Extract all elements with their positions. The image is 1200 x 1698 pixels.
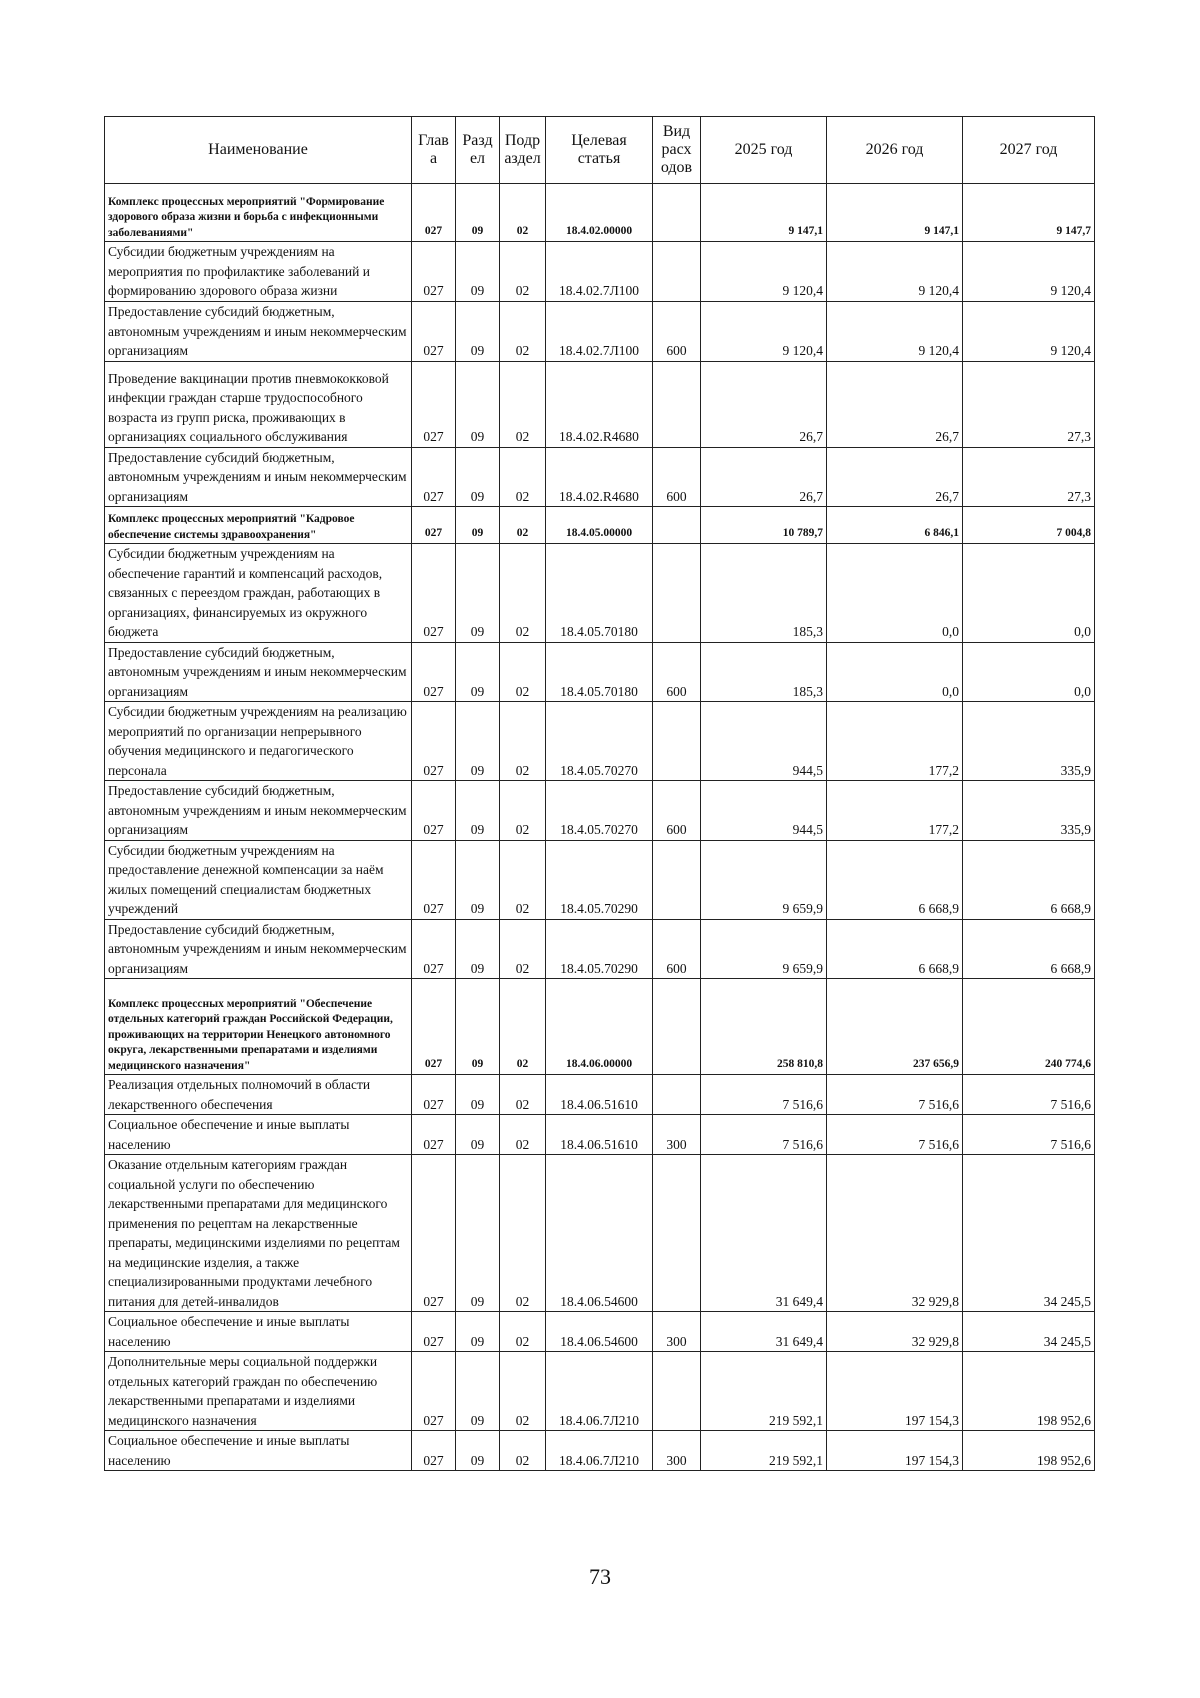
cell-y2027: 6 668,9 xyxy=(963,840,1095,919)
cell-vid: 300 xyxy=(653,1312,701,1352)
cell-y2026: 0,0 xyxy=(827,642,963,702)
cell-vid: 300 xyxy=(653,1431,701,1471)
cell-glava: 027 xyxy=(412,919,456,979)
cell-razdel: 09 xyxy=(456,447,500,507)
cell-y2025: 219 592,1 xyxy=(701,1352,827,1431)
cell-y2025: 26,7 xyxy=(701,447,827,507)
cell-razdel: 09 xyxy=(456,361,500,447)
cell-vid xyxy=(653,702,701,781)
cell-y2026: 197 154,3 xyxy=(827,1431,963,1471)
cell-podrazdel: 02 xyxy=(500,702,546,781)
cell-y2025: 7 516,6 xyxy=(701,1075,827,1115)
cell-podrazdel: 02 xyxy=(500,979,546,1075)
table-header xyxy=(105,117,1095,184)
cell-podrazdel: 02 xyxy=(500,1075,546,1115)
cell-y2025: 185,3 xyxy=(701,544,827,643)
cell-name: Дополнительные меры социальной поддержки отдельных категорий граждан по обеспечению лекарственными препаратами и изделиями медицинского назначения xyxy=(105,1352,412,1431)
cell-glava: 027 xyxy=(412,1312,456,1352)
cell-razdel: 09 xyxy=(456,1155,500,1312)
cell-glava: 027 xyxy=(412,702,456,781)
cell-y2025: 10 789,7 xyxy=(701,507,827,544)
cell-celevaya: 18.4.05.70290 xyxy=(546,840,653,919)
cell-name: Социальное обеспечение и иные выплаты населению xyxy=(105,1115,412,1155)
cell-y2027: 9 120,4 xyxy=(963,242,1095,302)
cell-glava: 027 xyxy=(412,544,456,643)
cell-name: Социальное обеспечение и иные выплаты населению xyxy=(105,1431,412,1471)
cell-vid xyxy=(653,1352,701,1431)
cell-vid xyxy=(653,361,701,447)
cell-y2025: 9 147,1 xyxy=(701,184,827,242)
table-row xyxy=(105,301,1095,361)
cell-celevaya: 18.4.06.51610 xyxy=(546,1115,653,1155)
table-row xyxy=(105,979,1095,1075)
cell-glava: 027 xyxy=(412,642,456,702)
cell-celevaya: 18.4.02.R4680 xyxy=(546,361,653,447)
cell-y2026: 9 120,4 xyxy=(827,301,963,361)
cell-glava: 027 xyxy=(412,242,456,302)
cell-y2027: 240 774,6 xyxy=(963,979,1095,1075)
cell-podrazdel: 02 xyxy=(500,1312,546,1352)
cell-y2026: 237 656,9 xyxy=(827,979,963,1075)
cell-vid: 600 xyxy=(653,919,701,979)
cell-y2025: 26,7 xyxy=(701,361,827,447)
cell-name: Предоставление субсидий бюджетным, автономным учреждениям и иным некоммерческим организациям xyxy=(105,447,412,507)
cell-y2027: 335,9 xyxy=(963,781,1095,841)
cell-razdel: 09 xyxy=(456,507,500,544)
cell-vid xyxy=(653,242,701,302)
header-glava: Глав а xyxy=(412,117,456,184)
table-row xyxy=(105,242,1095,302)
table-row xyxy=(105,544,1095,643)
cell-y2027: 7 004,8 xyxy=(963,507,1095,544)
table-row xyxy=(105,840,1095,919)
table-row xyxy=(105,1431,1095,1471)
table-row xyxy=(105,447,1095,507)
budget-sheet xyxy=(104,116,1094,1471)
cell-y2027: 27,3 xyxy=(963,447,1095,507)
cell-y2026: 9 147,1 xyxy=(827,184,963,242)
cell-glava: 027 xyxy=(412,1431,456,1471)
cell-name: Предоставление субсидий бюджетным, автономным учреждениям и иным некоммерческим организациям xyxy=(105,301,412,361)
cell-name: Социальное обеспечение и иные выплаты населению xyxy=(105,1312,412,1352)
cell-vid: 600 xyxy=(653,781,701,841)
cell-vid xyxy=(653,507,701,544)
cell-razdel: 09 xyxy=(456,544,500,643)
cell-name: Комплекс процессных мероприятий "Формирование здорового образа жизни и борьба с инфекционными заболеваниями" xyxy=(105,184,412,242)
header-vid: Вид расх одов xyxy=(653,117,701,184)
cell-celevaya: 18.4.05.00000 xyxy=(546,507,653,544)
cell-glava: 027 xyxy=(412,301,456,361)
cell-celevaya: 18.4.06.54600 xyxy=(546,1155,653,1312)
cell-name: Субсидии бюджетным учреждениям на реализацию мероприятий по организации непрерывного обучения медицинского и педагогического персонала xyxy=(105,702,412,781)
cell-podrazdel: 02 xyxy=(500,447,546,507)
cell-razdel: 09 xyxy=(456,840,500,919)
cell-glava: 027 xyxy=(412,447,456,507)
cell-vid: 600 xyxy=(653,447,701,507)
cell-podrazdel: 02 xyxy=(500,919,546,979)
cell-name: Оказание отдельным категориям граждан социальной услуги по обеспечению лекарственными препаратами для медицинского применения по рецептам на лекарственные препараты, медицинскими изделиями по рецептам на медицинские изделия, а также специализированными продуктами лечебного питания для детей-инвалидов xyxy=(105,1155,412,1312)
table-row xyxy=(105,702,1095,781)
table-row xyxy=(105,1075,1095,1115)
table-row xyxy=(105,1352,1095,1431)
table-row xyxy=(105,184,1095,242)
cell-y2025: 9 120,4 xyxy=(701,301,827,361)
cell-podrazdel: 02 xyxy=(500,361,546,447)
cell-glava: 027 xyxy=(412,184,456,242)
cell-razdel: 09 xyxy=(456,1075,500,1115)
cell-glava: 027 xyxy=(412,1115,456,1155)
cell-y2025: 944,5 xyxy=(701,781,827,841)
cell-razdel: 09 xyxy=(456,301,500,361)
header-razdel: Разд ел xyxy=(456,117,500,184)
budget-table xyxy=(104,116,1095,1471)
cell-razdel: 09 xyxy=(456,979,500,1075)
table-row xyxy=(105,642,1095,702)
cell-podrazdel: 02 xyxy=(500,301,546,361)
cell-y2025: 258 810,8 xyxy=(701,979,827,1075)
cell-y2026: 7 516,6 xyxy=(827,1075,963,1115)
cell-podrazdel: 02 xyxy=(500,1115,546,1155)
cell-y2025: 185,3 xyxy=(701,642,827,702)
cell-glava: 027 xyxy=(412,840,456,919)
header-name: Наименование xyxy=(105,117,412,184)
cell-name: Субсидии бюджетным учреждениям на мероприятия по профилактике заболеваний и формированию здорового образа жизни xyxy=(105,242,412,302)
table-row xyxy=(105,1115,1095,1155)
cell-celevaya: 18.4.05.70270 xyxy=(546,702,653,781)
cell-y2027: 34 245,5 xyxy=(963,1155,1095,1312)
cell-razdel: 09 xyxy=(456,184,500,242)
cell-razdel: 09 xyxy=(456,242,500,302)
cell-razdel: 09 xyxy=(456,642,500,702)
cell-glava: 027 xyxy=(412,781,456,841)
cell-celevaya: 18.4.05.70180 xyxy=(546,642,653,702)
cell-y2027: 198 952,6 xyxy=(963,1431,1095,1471)
cell-name: Предоставление субсидий бюджетным, автономным учреждениям и иным некоммерческим организациям xyxy=(105,781,412,841)
cell-y2026: 177,2 xyxy=(827,702,963,781)
cell-y2026: 7 516,6 xyxy=(827,1115,963,1155)
cell-vid xyxy=(653,1155,701,1312)
cell-y2026: 32 929,8 xyxy=(827,1312,963,1352)
cell-podrazdel: 02 xyxy=(500,1431,546,1471)
page-number: 73 xyxy=(589,1564,611,1589)
cell-podrazdel: 02 xyxy=(500,781,546,841)
cell-celevaya: 18.4.02.7Л100 xyxy=(546,242,653,302)
cell-name: Комплекс процессных мероприятий "Обеспечение отдельных категорий граждан Российской Федерации, проживающих на территории Ненецкого автономного округа, лекарственными препаратами и изделиями медицинского назначения" xyxy=(105,979,412,1075)
cell-y2026: 177,2 xyxy=(827,781,963,841)
cell-y2026: 26,7 xyxy=(827,361,963,447)
cell-y2027: 7 516,6 xyxy=(963,1075,1095,1115)
cell-podrazdel: 02 xyxy=(500,1155,546,1312)
cell-razdel: 09 xyxy=(456,1115,500,1155)
cell-y2026: 26,7 xyxy=(827,447,963,507)
table-row xyxy=(105,507,1095,544)
cell-y2025: 9 659,9 xyxy=(701,919,827,979)
cell-y2026: 32 929,8 xyxy=(827,1155,963,1312)
cell-name: Предоставление субсидий бюджетным, автономным учреждениям и иным некоммерческим организациям xyxy=(105,642,412,702)
cell-celevaya: 18.4.06.54600 xyxy=(546,1312,653,1352)
cell-y2026: 6 668,9 xyxy=(827,840,963,919)
cell-glava: 027 xyxy=(412,361,456,447)
cell-razdel: 09 xyxy=(456,1431,500,1471)
cell-name: Субсидии бюджетным учреждениям на предоставление денежной компенсации за наём жилых помещений специалистам бюджетных учреждений xyxy=(105,840,412,919)
table-row xyxy=(105,919,1095,979)
cell-celevaya: 18.4.06.7Л210 xyxy=(546,1431,653,1471)
cell-vid xyxy=(653,544,701,643)
cell-celevaya: 18.4.02.R4680 xyxy=(546,447,653,507)
cell-glava: 027 xyxy=(412,1155,456,1312)
table-row xyxy=(105,361,1095,447)
cell-vid xyxy=(653,840,701,919)
cell-y2027: 9 147,7 xyxy=(963,184,1095,242)
cell-podrazdel: 02 xyxy=(500,242,546,302)
cell-podrazdel: 02 xyxy=(500,507,546,544)
cell-y2025: 31 649,4 xyxy=(701,1155,827,1312)
cell-y2026: 6 846,1 xyxy=(827,507,963,544)
cell-glava: 027 xyxy=(412,507,456,544)
cell-name: Предоставление субсидий бюджетным, автономным учреждениям и иным некоммерческим организациям xyxy=(105,919,412,979)
cell-celevaya: 18.4.05.70270 xyxy=(546,781,653,841)
cell-razdel: 09 xyxy=(456,1312,500,1352)
cell-y2027: 335,9 xyxy=(963,702,1095,781)
cell-celevaya: 18.4.05.70290 xyxy=(546,919,653,979)
cell-glava: 027 xyxy=(412,1352,456,1431)
table-row xyxy=(105,1155,1095,1312)
cell-y2026: 6 668,9 xyxy=(827,919,963,979)
cell-y2025: 9 659,9 xyxy=(701,840,827,919)
cell-y2026: 197 154,3 xyxy=(827,1352,963,1431)
table-row xyxy=(105,781,1095,841)
cell-y2027: 198 952,6 xyxy=(963,1352,1095,1431)
cell-razdel: 09 xyxy=(456,781,500,841)
cell-vid: 300 xyxy=(653,1115,701,1155)
cell-vid: 600 xyxy=(653,301,701,361)
header-celevaya: Целевая статья xyxy=(546,117,653,184)
cell-podrazdel: 02 xyxy=(500,840,546,919)
cell-celevaya: 18.4.06.00000 xyxy=(546,979,653,1075)
cell-y2025: 9 120,4 xyxy=(701,242,827,302)
cell-name: Реализация отдельных полномочий в области лекарственного обеспечения xyxy=(105,1075,412,1115)
cell-y2027: 6 668,9 xyxy=(963,919,1095,979)
cell-y2027: 0,0 xyxy=(963,642,1095,702)
cell-y2027: 0,0 xyxy=(963,544,1095,643)
cell-y2027: 9 120,4 xyxy=(963,301,1095,361)
table-body xyxy=(105,184,1095,1471)
cell-y2027: 34 245,5 xyxy=(963,1312,1095,1352)
cell-name: Комплекс процессных мероприятий "Кадровое обеспечение системы здравоохранения" xyxy=(105,507,412,544)
cell-celevaya: 18.4.06.7Л210 xyxy=(546,1352,653,1431)
cell-glava: 027 xyxy=(412,979,456,1075)
cell-name: Проведение вакцинации против пневмококковой инфекции граждан старше трудоспособного возраста из групп риска, проживающих в организациях социального обслуживания xyxy=(105,361,412,447)
cell-podrazdel: 02 xyxy=(500,544,546,643)
cell-celevaya: 18.4.06.51610 xyxy=(546,1075,653,1115)
cell-podrazdel: 02 xyxy=(500,1352,546,1431)
cell-y2025: 7 516,6 xyxy=(701,1115,827,1155)
header-2027: 2027 год xyxy=(963,117,1095,184)
cell-vid xyxy=(653,184,701,242)
cell-podrazdel: 02 xyxy=(500,184,546,242)
cell-vid xyxy=(653,979,701,1075)
cell-y2025: 31 649,4 xyxy=(701,1312,827,1352)
cell-y2025: 219 592,1 xyxy=(701,1431,827,1471)
header-2025: 2025 год xyxy=(701,117,827,184)
cell-celevaya: 18.4.05.70180 xyxy=(546,544,653,643)
cell-celevaya: 18.4.02.7Л100 xyxy=(546,301,653,361)
cell-celevaya: 18.4.02.00000 xyxy=(546,184,653,242)
header-podrazdel: Подр аздел xyxy=(500,117,546,184)
cell-name: Субсидии бюджетным учреждениям на обеспечение гарантий и компенсаций расходов, связанных с переездом граждан, работающих в организациях, финансируемых из окружного бюджета xyxy=(105,544,412,643)
table-row xyxy=(105,1312,1095,1352)
cell-y2026: 0,0 xyxy=(827,544,963,643)
cell-y2027: 27,3 xyxy=(963,361,1095,447)
cell-razdel: 09 xyxy=(456,919,500,979)
header-2026: 2026 год xyxy=(827,117,963,184)
cell-y2026: 9 120,4 xyxy=(827,242,963,302)
cell-razdel: 09 xyxy=(456,702,500,781)
cell-y2027: 7 516,6 xyxy=(963,1115,1095,1155)
header-row xyxy=(105,117,1095,184)
cell-vid: 600 xyxy=(653,642,701,702)
cell-vid xyxy=(653,1075,701,1115)
cell-razdel: 09 xyxy=(456,1352,500,1431)
cell-y2025: 944,5 xyxy=(701,702,827,781)
cell-glava: 027 xyxy=(412,1075,456,1115)
cell-podrazdel: 02 xyxy=(500,642,546,702)
